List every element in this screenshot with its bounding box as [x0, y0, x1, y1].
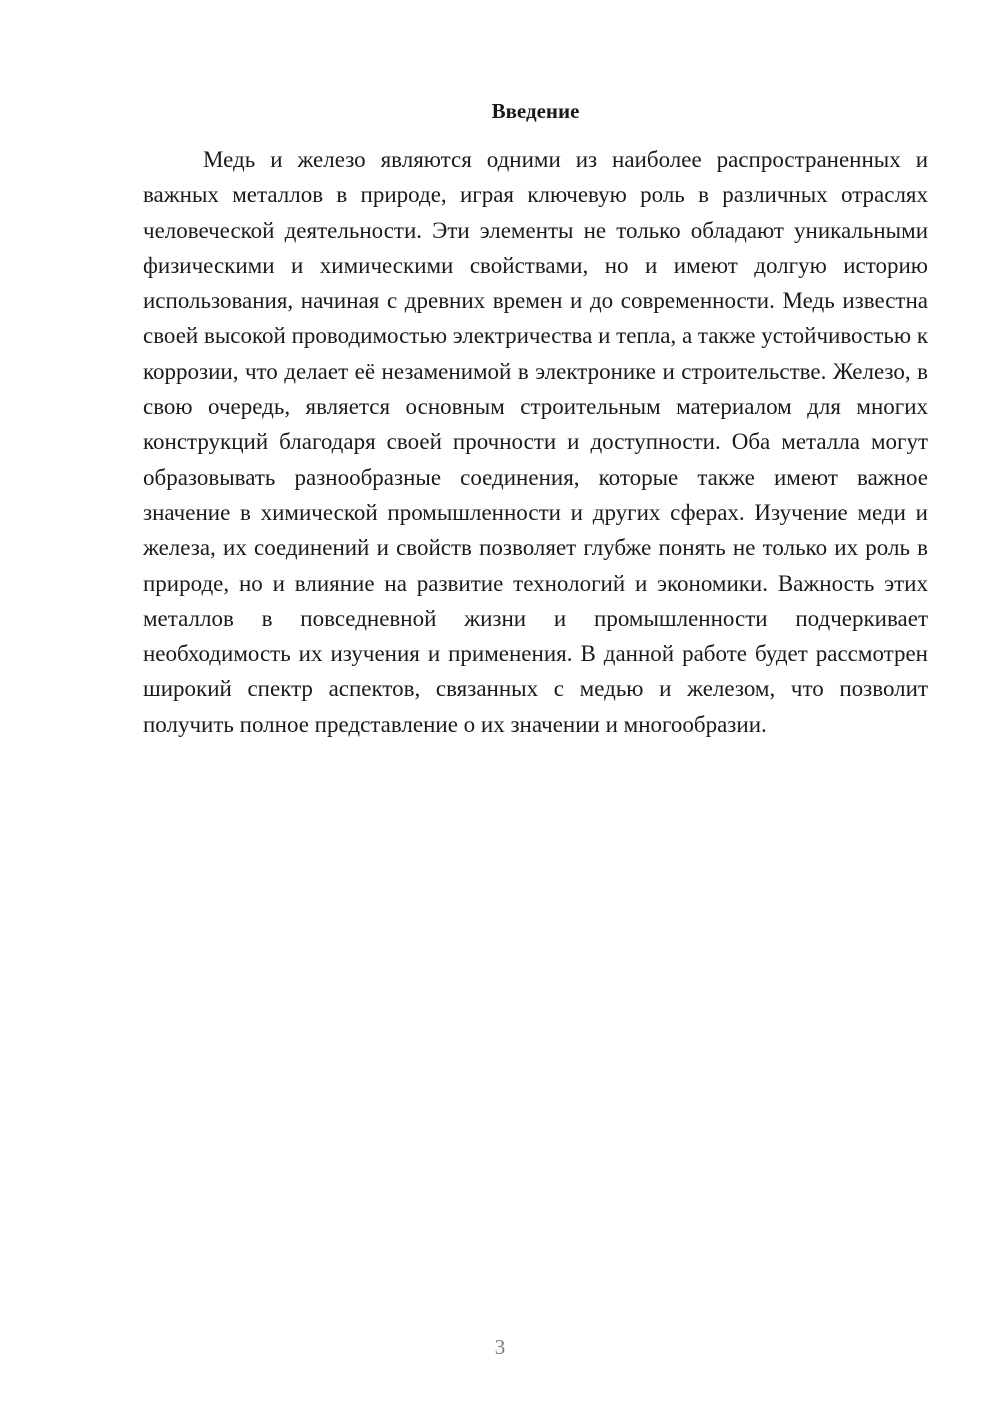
section-heading: Введение	[491, 99, 580, 123]
page-number: 3	[494, 1335, 506, 1359]
body-paragraph: Медь и железо являются одними из наиболее распространенных и важных металлов в природе, играя ключевую роль в различных отраслях человеческой деятельности. Эти элементы не только обладают уникальными физическими и химическими свойствами, но и имеют долгую историю использования, начиная с древних времен и до современности. Медь известна своей высокой проводимостью электричества и тепла, а также устойчивостью к коррозии, что делает её незаменимой в электронике и строительстве. Железо, в свою очередь, является основным строительным материалом для многих конструкций благодаря своей прочности и доступности. Оба металла могут образовывать разнообразные соединения, которые также имеют важное значение в химической промышленности и других сферах. Изучение меди и железа, их соединений и свойств позволяет глубже понять не только их роль в природе, но и влияние на развитие технологий и экономики. Важность этих металлов в повседневной жизни и промышленности подчеркивает необходимость их изучения и применения. В данной работе будет рассмотрен широкий спектр аспектов, связанных с медью и железом, что позволит получить полное представление о их значении и многообразии.	[143, 147, 928, 737]
